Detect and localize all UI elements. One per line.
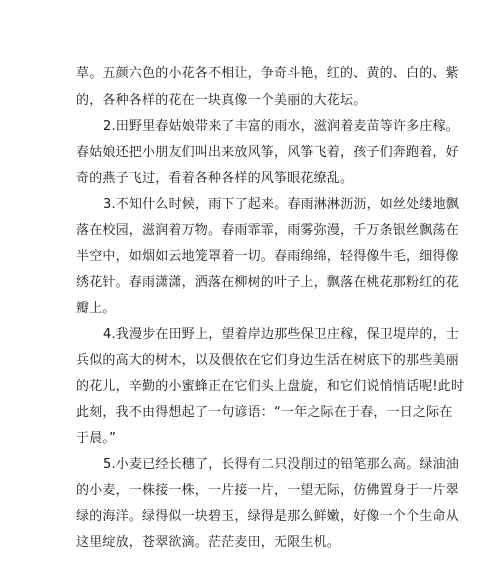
- text-line: 此刻，我不由得想起了一句谚语：“一年之际在于春，一日之际在: [76, 405, 453, 420]
- text-line: 瓣上。: [76, 301, 116, 316]
- text-line: 的，各种各样的花在一块真像一个美丽的大花坛。: [76, 93, 367, 108]
- paragraph-4-first-line: 4.我漫步在田野上，望着岸边那些保卫庄稼，保卫堤岸的，士: [103, 327, 460, 342]
- paragraph-2-first-line: 2.田野里春姑娘带来了丰富的雨水，滋润着麦苗等许多庄稼。: [103, 119, 460, 134]
- text-line: 奇的燕子飞过，看着各种各样的风筝眼花缭乱。: [76, 171, 354, 186]
- text-line: 草。五颜六色的小花各不相让，争奇斗艳，红的、黄的、白的、紫: [76, 66, 459, 81]
- text-line: 绿的海洋。绿得似一块碧玉，绿得是那么鲜嫩，好像一个个生命从: [76, 509, 459, 524]
- text-line: 春姑娘还把小朋友们叫出来放风筝，风筝飞着，孩子们奔跑着，好: [76, 145, 459, 160]
- text-line: 半空中，如烟如云地笼罩着一切。春雨绵绵，轻得像牛毛，细得像: [76, 249, 459, 264]
- text-line: 这里绽放，苍翠欲滴。茫茫麦田，无限生机。: [76, 535, 341, 550]
- paragraph-3-first-line: 3.不知什么时候，雨下了起来。春雨淋淋沥沥，如丝处缕地飘: [103, 197, 460, 212]
- text-line: 的小麦，一株接一株，一片接一片，一望无际，仿佛置身于一片翠: [76, 483, 459, 498]
- text-line: 绣花针。春雨潇潇，洒落在柳树的叶子上，飘落在桃花那粉红的花: [76, 275, 459, 290]
- text-line: 的花儿，辛勤的小蜜蜂正在它们头上盘旋，和它们说悄悄话呢!此时: [76, 379, 465, 394]
- paragraph-5-first-line: 5.小麦已经长穗了，长得有二只没削过的铅笔那么高。绿油油: [103, 457, 460, 472]
- text-line: 于晨。”: [76, 431, 117, 446]
- text-line: 兵似的高大的树木，以及偎依在它们身边生活在树底下的那些美丽: [76, 353, 459, 368]
- text-line: 落在校园，滋润着万物。春雨霏霏，雨雾弥漫，千万条银丝飘荡在: [76, 223, 459, 238]
